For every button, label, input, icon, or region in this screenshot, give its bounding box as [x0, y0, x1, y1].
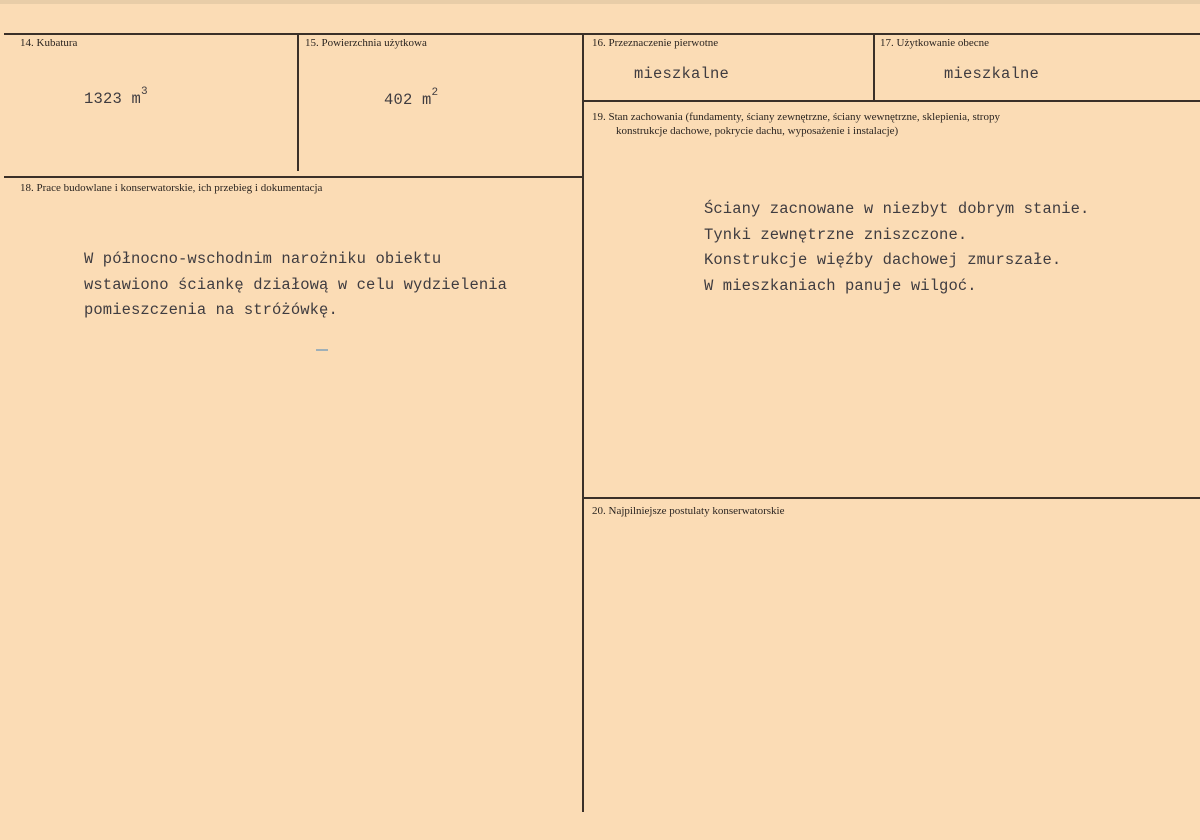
ink-speck: [316, 349, 328, 351]
kubatura-value: [84, 85, 148, 108]
prace-line: pomieszczenia na stróżówkę.: [84, 301, 338, 319]
rule-above-18: [4, 176, 584, 178]
uzytkowanie-value: mieszkalne: [944, 65, 1040, 83]
przeznaczenie-value: mieszkalne: [634, 65, 730, 83]
kubatura-unit-exponent: 3: [141, 85, 148, 98]
stan-label-line2: konstrukcje dachowe, pokrycie dachu, wyposażenie i instalacje): [616, 125, 899, 137]
uzytkowanie-label: 17. Użytkowanie obecne: [880, 37, 990, 49]
stan-line: Ściany zacnowane w niezbyt dobrym stanie.: [704, 200, 1090, 218]
rule-top: [4, 33, 1200, 35]
postulaty-label: 20. Najpilniejsze postulaty konserwatorskie: [592, 505, 785, 517]
stan-line: W mieszkaniach panuje wilgoć.: [704, 276, 977, 295]
prace-text: [84, 247, 507, 324]
divider-16-17: [873, 34, 875, 101]
powierzchnia-value: [384, 86, 439, 109]
prace-label: 18. Prace budowlane i konserwatorskie, ich przebieg i dokumentacja: [20, 182, 323, 194]
przeznaczenie-label: 16. Przeznaczenie pierwotne: [592, 37, 719, 49]
powierzchnia-label: 15. Powierzchnia użytkowa: [305, 37, 427, 49]
stan-line: Konstrukcje więźby dachowej zmurszałe.: [704, 251, 1062, 269]
stan-text: [704, 197, 1089, 299]
prace-line: W północno-wschodnim narożniku obiektu: [84, 250, 442, 268]
stan-label-line1: 19. Stan zachowania (fundamenty, ściany zewnętrzne, ściany wewnętrzne, sklepienia, stropy: [592, 111, 1000, 123]
card-top-edge: [0, 0, 1200, 4]
divider-14-15: [297, 34, 299, 171]
rule-above-20: [584, 497, 1200, 499]
kubatura-number: 1323 m: [84, 90, 142, 108]
powierzchnia-number: 402 m: [384, 91, 432, 109]
stan-line: Tynki zewnętrzne zniszczone.: [704, 225, 968, 244]
powierzchnia-unit-exponent: 2: [431, 86, 439, 99]
kubatura-label: 14. Kubatura: [20, 37, 78, 49]
divider-main-vertical: [582, 34, 584, 812]
rule-above-19: [584, 100, 1200, 102]
prace-line: wstawiono ściankę działową w celu wydzielenia: [84, 275, 508, 294]
